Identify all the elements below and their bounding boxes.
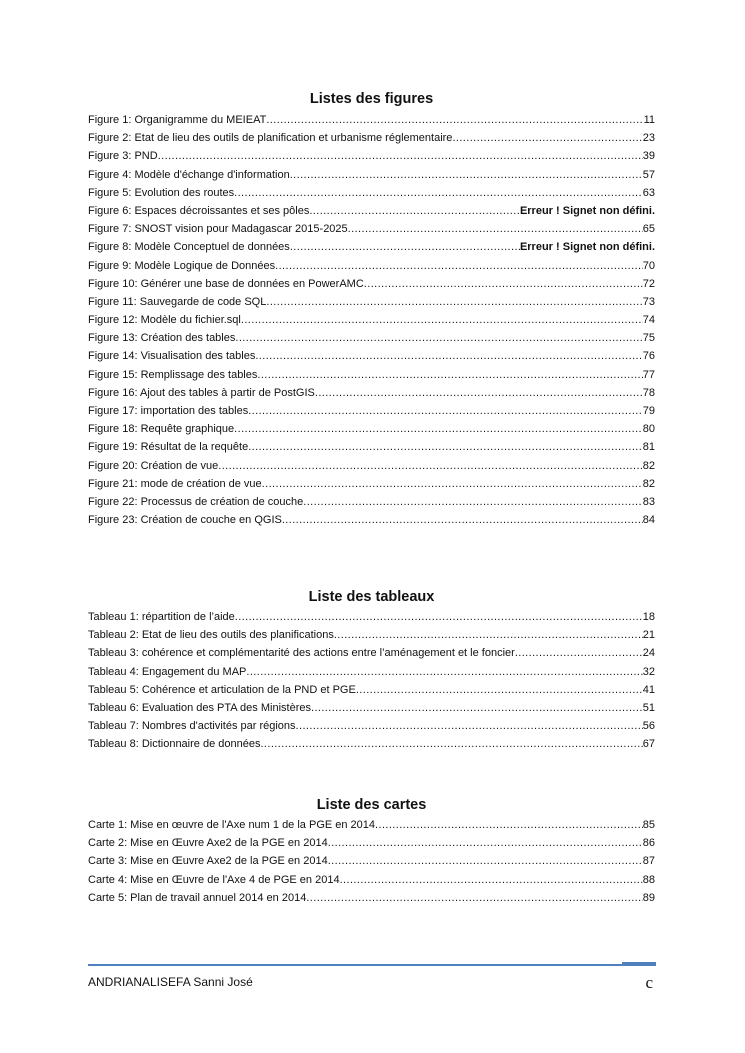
- toc-entry-label: Figure 5: Evolution des routes: [88, 186, 235, 199]
- toc-entry[interactable]: [88, 735, 655, 753]
- toc-entry-page: 57: [642, 168, 655, 181]
- toc-dot-leader: [234, 184, 643, 202]
- toc-entry-label: Figure 12: Modèle du fichier.sql: [88, 314, 241, 327]
- toc-dot-leader: [235, 329, 642, 347]
- toc-dot-leader: [452, 129, 642, 147]
- toc-entry-page: 51: [642, 701, 655, 714]
- toc-entry[interactable]: [88, 384, 655, 402]
- toc-dot-leader: [334, 626, 643, 644]
- toc-entry[interactable]: [88, 202, 655, 220]
- toc-dot-leader: [306, 889, 642, 907]
- toc-dot-leader: [290, 166, 643, 184]
- toc-entry-label: Figure 7: SNOST vision pour Madagascar 2015-2025: [88, 223, 348, 236]
- toc-entry-label: Figure 9: Modèle Logique de Données: [88, 259, 276, 272]
- toc-dot-leader: [311, 699, 643, 717]
- toc-entry-page: 63: [642, 186, 655, 199]
- toc-dot-leader: [356, 681, 643, 699]
- toc-entry[interactable]: [88, 816, 655, 834]
- toc-entry[interactable]: [88, 111, 655, 129]
- toc-entry[interactable]: [88, 834, 655, 852]
- toc-entry[interactable]: [88, 366, 655, 384]
- toc-entry-label: Carte 3: Mise en Œuvre Axe2 de la PGE en 2014: [88, 855, 328, 868]
- maps-list: [88, 816, 655, 907]
- toc-dot-leader: [266, 293, 642, 311]
- toc-dot-leader: [275, 257, 643, 275]
- figures-list: [88, 111, 655, 529]
- toc-entry-label: Figure 22: Processus de création de couche: [88, 495, 304, 508]
- toc-dot-leader: [248, 402, 643, 420]
- toc-entry[interactable]: [88, 402, 655, 420]
- toc-entry[interactable]: [88, 275, 655, 293]
- toc-entry-page: 24: [642, 647, 655, 660]
- toc-dot-leader: [260, 735, 642, 753]
- toc-dot-leader: [234, 420, 643, 438]
- toc-entry[interactable]: [88, 608, 655, 626]
- toc-entry-label: Tableau 7: Nombres d'activités par régions: [88, 720, 296, 733]
- footer-divider-accent: [622, 962, 656, 964]
- maps-title: Liste des cartes: [316, 797, 427, 813]
- toc-entry-label: Tableau 6: Evaluation des PTA des Ministères: [88, 701, 311, 714]
- toc-entry-page: 32: [642, 665, 655, 678]
- toc-entry[interactable]: [88, 626, 655, 644]
- toc-entry-label: Tableau 5: Cohérence et articulation de la PND et PGE: [88, 683, 356, 696]
- toc-entry-page: 67: [642, 738, 655, 751]
- toc-entry[interactable]: [88, 166, 655, 184]
- toc-entry[interactable]: [88, 329, 655, 347]
- toc-entry[interactable]: [88, 699, 655, 717]
- toc-entry-label: Figure 13: Création des tables: [88, 332, 236, 345]
- toc-entry[interactable]: [88, 238, 655, 256]
- toc-dot-leader: [282, 511, 643, 529]
- footer-author: ANDRIANALISEFA Sanni José: [88, 975, 253, 989]
- toc-entry-page: 79: [642, 405, 655, 417]
- footer-page-marker: c: [645, 973, 653, 992]
- toc-entry-label: Figure 2: Etat de lieu des outils de planification et urbanisme réglementaire: [88, 132, 453, 145]
- toc-entry-label: Figure 21: mode de création de vue: [88, 477, 262, 490]
- toc-entry-page: 87: [642, 855, 655, 868]
- toc-dot-leader: [328, 834, 643, 852]
- toc-entry[interactable]: [88, 511, 655, 529]
- tables-title: Liste des tableaux: [308, 589, 435, 605]
- toc-entry[interactable]: [88, 347, 655, 365]
- toc-entry-label: Carte 1: Mise en œuvre de l'Axe num 1 de la PGE en 2014: [88, 819, 376, 831]
- toc-entry[interactable]: [88, 220, 655, 238]
- toc-dot-leader: [296, 717, 643, 735]
- toc-entry-label: Figure 20: Création de vue: [88, 459, 219, 472]
- toc-entry-label: Figure 14: Visualisation des tables: [88, 350, 256, 363]
- toc-entry-page: 75: [642, 332, 655, 345]
- toc-entry-label: Figure 11: Sauvegarde de code SQL: [88, 295, 267, 308]
- toc-entry-label: Figure 15: Remplissage des tables: [88, 368, 258, 381]
- toc-dot-leader: [158, 147, 643, 165]
- toc-entry[interactable]: [88, 311, 655, 329]
- toc-entry-label: Carte 2: Mise en Œuvre Axe2 de la PGE en 2014: [88, 837, 328, 850]
- toc-entry[interactable]: [88, 475, 655, 493]
- toc-entry-page: 82: [642, 477, 655, 490]
- toc-entry-label: Tableau 2: Etat de lieu des outils des planifications: [88, 629, 334, 642]
- toc-entry-page: 56: [642, 720, 655, 733]
- toc-entry[interactable]: [88, 147, 655, 165]
- toc-entry-page: 80: [642, 423, 655, 436]
- toc-entry-label: Figure 23: Création de couche en QGIS: [88, 514, 282, 527]
- toc-entry-page: 21: [642, 629, 655, 642]
- toc-entry-label: Figure 19: Résultat de la requête: [88, 441, 249, 454]
- toc-dot-leader: [255, 347, 642, 365]
- toc-entry-label: Figure 10: Générer une base de données en PowerAMC: [88, 277, 364, 290]
- toc-dot-leader: [375, 816, 643, 834]
- toc-dot-leader: [257, 366, 642, 384]
- toc-dot-leader: [262, 475, 643, 493]
- toc-entry-page: 41: [642, 683, 655, 696]
- toc-entry-page: 11: [643, 114, 655, 126]
- figures-section: [88, 89, 655, 529]
- toc-entry-page: 81: [642, 441, 655, 454]
- toc-dot-leader: [235, 608, 643, 626]
- toc-entry[interactable]: [88, 457, 655, 475]
- toc-entry[interactable]: [88, 644, 655, 662]
- toc-entry[interactable]: [88, 438, 655, 456]
- tables-section: [88, 587, 655, 754]
- toc-entry-label: Figure 4: Modèle d'échange d'information: [88, 168, 290, 181]
- toc-entry-label: Figure 6: Espaces décroissantes et ses pôles: [88, 204, 310, 217]
- toc-entry-label: Figure 1: Organigramme du MEIEAT: [88, 114, 267, 126]
- toc-entry-page: 86: [642, 837, 655, 850]
- toc-entry[interactable]: [88, 663, 655, 681]
- toc-dot-leader: [248, 438, 643, 456]
- toc-entry-label: Tableau 8: Dictionnaire de données: [88, 738, 261, 751]
- toc-dot-leader: [348, 220, 643, 238]
- toc-entry-label: Tableau 4: Engagement du MAP: [88, 665, 247, 678]
- toc-entry[interactable]: [88, 493, 655, 511]
- toc-entry-label: Carte 5: Plan de travail annuel 2014 en 2014: [88, 891, 307, 904]
- toc-entry-page: 84: [642, 514, 655, 527]
- toc-entry-page: Erreur ! Signet non défini.: [519, 241, 655, 254]
- toc-entry-label: Figure 3: PND: [88, 150, 158, 163]
- toc-entry-label: Figure 18: Requête graphique: [88, 423, 235, 436]
- toc-entry-page: 76: [642, 350, 655, 363]
- toc-entry-page: 82: [642, 459, 655, 472]
- toc-dot-leader: [303, 493, 643, 511]
- toc-entry[interactable]: [88, 293, 655, 311]
- toc-entry[interactable]: [88, 184, 655, 202]
- figures-title: Listes des figures: [309, 91, 434, 107]
- toc-dot-leader: [218, 457, 643, 475]
- toc-entry-page: 83: [642, 495, 655, 508]
- toc-entry[interactable]: [88, 129, 655, 147]
- toc-entry-page: 73: [642, 295, 655, 308]
- toc-dot-leader: [364, 275, 643, 293]
- toc-entry-page: 89: [642, 891, 655, 904]
- toc-entry-page: Erreur ! Signet non défini.: [519, 204, 655, 217]
- toc-entry-page: 85: [642, 819, 655, 831]
- tables-list: [88, 608, 655, 754]
- toc-entry[interactable]: [88, 420, 655, 438]
- toc-entry-label: Figure 17: importation des tables: [88, 405, 249, 417]
- toc-dot-leader: [266, 111, 643, 129]
- toc-entry-page: 70: [642, 259, 655, 272]
- toc-dot-leader: [309, 202, 520, 220]
- toc-entry-page: 78: [642, 386, 655, 399]
- toc-dot-leader: [246, 663, 642, 681]
- toc-entry[interactable]: [88, 681, 655, 699]
- toc-dot-leader: [515, 644, 643, 662]
- toc-entry-page: 18: [642, 611, 655, 623]
- toc-entry-page: 77: [642, 368, 655, 381]
- toc-entry-page: 72: [642, 277, 655, 290]
- toc-entry-label: Carte 4: Mise en Œuvre de l'Axe 4 de PGE en 2014: [88, 873, 340, 886]
- toc-entry[interactable]: [88, 852, 655, 870]
- toc-entry[interactable]: [88, 871, 655, 889]
- maps-section: [88, 795, 655, 907]
- toc-entry-label: Figure 16: Ajout des tables à partir de PostGIS: [88, 386, 315, 399]
- toc-entry[interactable]: [88, 889, 655, 907]
- toc-entry-page: 74: [642, 314, 655, 327]
- toc-dot-leader: [315, 384, 643, 402]
- toc-dot-leader: [290, 238, 520, 256]
- footer-divider: [88, 964, 656, 966]
- toc-entry-label: Tableau 3: cohérence et complémentarité des actions entre l’aménagement et le foncier: [88, 647, 515, 660]
- toc-entry-label: Tableau 1: répartition de l’aide: [88, 611, 235, 623]
- toc-entry-page: 39: [642, 150, 655, 163]
- toc-dot-leader: [241, 311, 643, 329]
- toc-dot-leader: [340, 871, 643, 889]
- toc-entry-page: 23: [642, 132, 655, 145]
- toc-entry[interactable]: [88, 257, 655, 275]
- toc-dot-leader: [328, 852, 643, 870]
- toc-entry[interactable]: [88, 717, 655, 735]
- toc-entry-label: Figure 8: Modèle Conceptuel de données: [88, 241, 290, 254]
- toc-entry-page: 65: [642, 223, 655, 236]
- toc-entry-page: 88: [642, 873, 655, 886]
